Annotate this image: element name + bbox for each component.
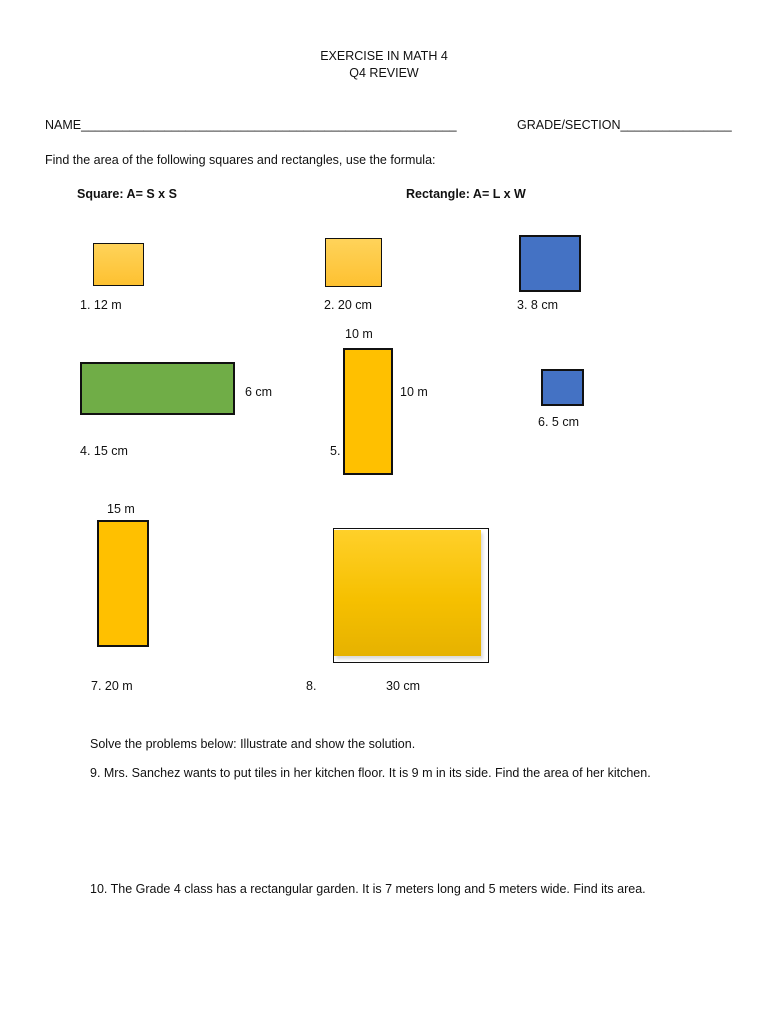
- grade-section-field[interactable]: GRADE/SECTION________________: [517, 118, 732, 132]
- rectangle-shape-7: [97, 520, 149, 647]
- name-field[interactable]: NAME______________________________________________________: [45, 118, 457, 132]
- square-formula: Square: A= S x S: [77, 187, 177, 201]
- square-shape-2: [325, 238, 382, 287]
- problems-heading: Solve the problems below: Illustrate and show the solution.: [90, 737, 416, 751]
- item-5-label: 5.: [330, 444, 341, 458]
- square-shape-8: [334, 530, 481, 656]
- rectangle-formula: Rectangle: A= L x W: [406, 187, 526, 201]
- square-shape-1: [93, 243, 144, 286]
- item-3-label: 3. 8 cm: [517, 298, 558, 312]
- item-8-side-label: 30 cm: [386, 679, 421, 693]
- item-7-top-label: 15 m: [107, 502, 135, 516]
- problem-9: 9. Mrs. Sanchez wants to put tiles in her kitchen floor. It is 9 m in its side. Find the area of her kitchen.: [90, 766, 651, 780]
- rectangle-shape-4: [80, 362, 235, 415]
- item-6-label: 6. 5 cm: [538, 415, 579, 429]
- item-1-label: 1. 12 m: [80, 298, 122, 312]
- item-4-label: 4. 15 cm: [80, 444, 128, 458]
- square-shape-6: [541, 369, 584, 406]
- square-shape-3: [519, 235, 581, 292]
- item-8-label: 8.: [306, 679, 317, 693]
- item-5-side-label: 10 m: [400, 385, 428, 399]
- worksheet-subtitle: Q4 REVIEW: [349, 66, 419, 80]
- instructions-text: Find the area of the following squares and rectangles, use the formula:: [45, 153, 436, 167]
- problem-10: 10. The Grade 4 class has a rectangular garden. It is 7 meters long and 5 meters wide. Find its area.: [90, 882, 646, 896]
- worksheet-title: EXERCISE IN MATH 4: [320, 49, 448, 63]
- item-7-label: 7. 20 m: [91, 679, 133, 693]
- rectangle-shape-5: [343, 348, 393, 475]
- item-4-width-label: 6 cm: [245, 385, 273, 399]
- item-5-top-label: 10 m: [345, 327, 373, 341]
- item-2-label: 2. 20 cm: [324, 298, 372, 312]
